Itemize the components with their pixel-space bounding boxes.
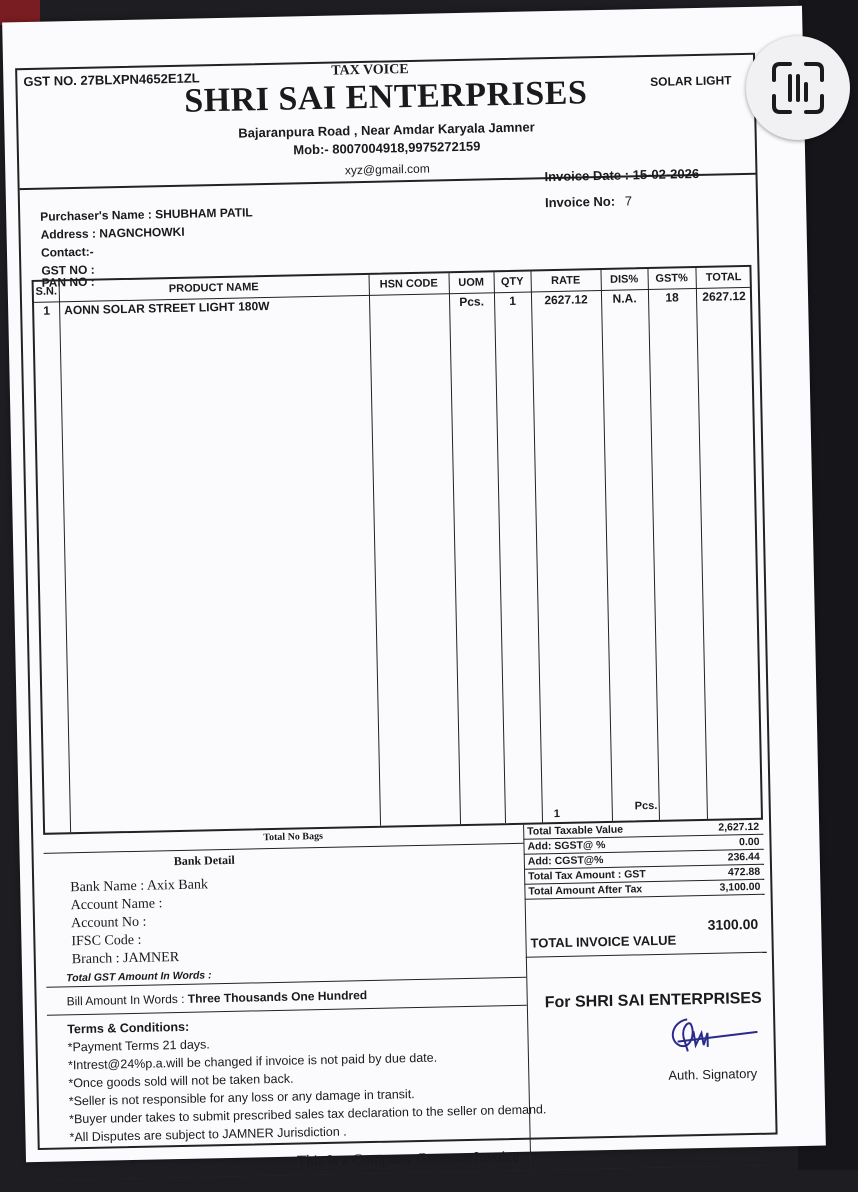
for-company: For SHRI SAI ENTERPRISES (544, 989, 762, 1012)
row-qty: 1 (509, 293, 517, 308)
account-name: Account Name : (70, 896, 163, 914)
header-uom: UOM (458, 276, 485, 290)
header-total: TOTAL (705, 271, 742, 284)
total-uom: Pcs. (634, 799, 658, 813)
document-title: TAX VOICE (331, 62, 409, 79)
account-no: Account No : (70, 914, 147, 932)
col-divider (493, 272, 506, 823)
header-gst: GST% (655, 272, 688, 285)
invoice-date-label: Invoice Date : (544, 167, 630, 185)
contact-label: Contact:- (40, 244, 94, 260)
footer-note: This Is a Computer Generate Invoice (296, 1148, 520, 1170)
purchaser-label: Purchaser's Name : (40, 207, 152, 224)
address-label: Address : (40, 226, 97, 242)
col-divider (600, 270, 613, 821)
company-address: Bajaranpura Road , Near Amdar Karyala Jamner (238, 119, 535, 141)
address-value: NAGNCHOWKI (99, 224, 185, 241)
company-name: SHRI SAI ENTERPRISES (183, 74, 588, 120)
text-scan-icon (746, 36, 850, 140)
bags-divider (44, 843, 524, 854)
company-mobile: Mob:- 8007004918,9975272159 (293, 138, 481, 158)
term-item: *Buyer under takes to submit prescribed sales tax declaration to the seller on demand. (68, 1102, 547, 1127)
col-divider (647, 269, 660, 820)
term-item: *Payment Terms 21 days. (67, 1037, 210, 1055)
total-qty: 1 (553, 807, 561, 821)
col-divider (59, 281, 72, 832)
header-sn: S.N. (35, 285, 58, 298)
term-item: *All Disputes are subject to JAMNER Jurisdiction . (69, 1124, 347, 1145)
gst-label: GST NO : (41, 262, 95, 278)
tax-amount-value: 472.88 (727, 865, 761, 879)
tax-amount-label: Total Tax Amount : GST (528, 868, 646, 883)
invoice-date-row (544, 166, 699, 184)
total-invoice-box (525, 896, 767, 958)
term-item: *Once goods sold will not be taken back. (68, 1071, 294, 1091)
invoice-no: 7 (624, 193, 633, 209)
total-invoice-label: TOTAL INVOICE VALUE (530, 932, 677, 951)
after-tax-label: Total Amount After Tax (528, 883, 643, 898)
cgst-label: Add: CGST@% (527, 854, 604, 868)
invoice-frame (15, 53, 777, 1170)
corner-label: SOLAR LIGHT (650, 73, 732, 89)
taxable-label: Total Taxable Value (527, 823, 624, 838)
items-table (32, 262, 763, 835)
total-bags-label: Total No Bags (263, 830, 324, 844)
pan-label: PAN NO : (41, 274, 95, 290)
company-email: xyz@gmail.com (344, 161, 430, 178)
row-uom: Pcs. (459, 294, 485, 309)
col-divider (530, 271, 543, 822)
row-dis: N.A. (612, 291, 637, 306)
invoice-date: 15-02-2026 (632, 165, 700, 183)
signature-image (657, 1010, 768, 1062)
cgst-value: 236.44 (727, 850, 760, 864)
row-product-name: AONN SOLAR STREET LIGHT 180W (64, 298, 270, 318)
bank-detail-title: Bank Detail (173, 852, 235, 869)
header-dis: DIS% (609, 273, 639, 286)
gst-amount-words: Total GST Amount In Words : (66, 969, 212, 985)
col-divider (369, 275, 382, 826)
bill-words-label: Bill Amount In Words : (66, 991, 185, 1009)
header-product-name: PRODUCT NAME (168, 281, 259, 296)
after-tax-value: 3,100.00 (719, 880, 761, 894)
invoice-no-row (545, 193, 632, 210)
address-row (40, 225, 184, 242)
term-item: *Intrest@24%p.a.will be changed if invoice is not paid by due date. (67, 1050, 438, 1073)
total-invoice-value: 3100.00 (707, 915, 759, 933)
sgst-label: Add: SGST@ % (527, 839, 606, 853)
auth-signatory: Auth. Signatory (668, 1065, 758, 1083)
purchaser-name: SHUBHAM PATIL (154, 205, 253, 222)
bill-words-value: Three Thousands One Hundred (187, 988, 368, 1006)
gst-number: GST NO. 27BLXPN4652E1ZL (23, 70, 200, 90)
bank-name: Bank Name : Axix Bank (70, 877, 209, 896)
row-total: 2627.12 (702, 288, 746, 304)
term-item: *Seller is not responsible for any loss or any damage in transit. (68, 1087, 415, 1109)
header-rate: RATE (550, 274, 581, 288)
row-rate: 2627.12 (544, 292, 588, 308)
sgst-value: 0.00 (738, 835, 760, 849)
invoice-no-label: Invoice No: (544, 193, 616, 211)
header-hsn-code: HSN CODE (379, 277, 438, 291)
row-gst: 18 (665, 290, 679, 305)
row-sn: 1 (43, 303, 51, 318)
bill-words-row (67, 988, 368, 1008)
col-divider (695, 268, 708, 819)
header-qty: QTY (500, 275, 524, 289)
ifsc-code: IFSC Code : (71, 932, 142, 950)
purchaser-row (40, 205, 253, 223)
col-divider (448, 273, 461, 824)
terms-title: Terms & Conditions: (67, 1019, 190, 1037)
branch: Branch : JAMNER (71, 950, 180, 968)
taxable-value: 2,627.12 (718, 820, 760, 834)
invoice-paper (2, 6, 826, 1170)
text-scan-button[interactable] (746, 36, 850, 140)
